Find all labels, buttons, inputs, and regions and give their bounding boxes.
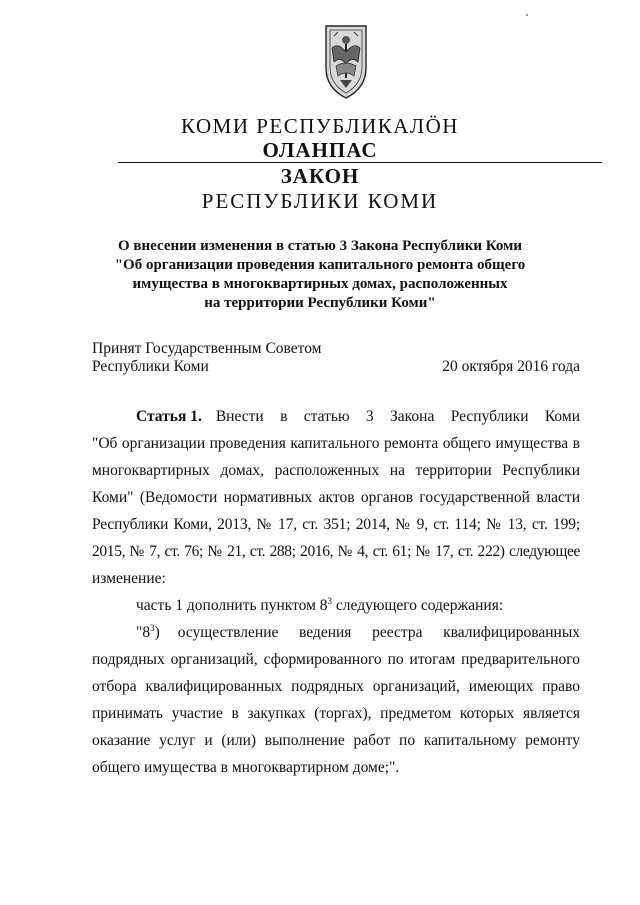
law-title-line: "Об организации проведения капитального ремонта общего [114, 257, 526, 273]
adoption-date: 20 октября 2016 года [442, 358, 580, 375]
amendment-item-line: общего имущества в многоквартирном доме;". [92, 759, 400, 776]
scan-speck [526, 14, 528, 16]
adoption-note [92, 340, 322, 376]
law-title-line: О внесении изменения в статью 3 Закона Республики Коми [118, 238, 522, 254]
article-line: Коми" (Ведомости нормативных актов органов государственной власти [92, 489, 580, 506]
amendment-intro-text: часть 1 дополнить пунктом 8 [136, 597, 328, 614]
amendment-item-line: подрядных организаций, сформированного по итогам предварительного [92, 651, 580, 668]
article-line: 2015, № 7, ст. 76; № 21, ст. 288; 2016, № 4, ст. 61; № 17, ст. 222) следующее [92, 543, 580, 560]
amendment-intro-text: следующего содержания: [332, 597, 504, 614]
header-respubliki-komi: РЕСПУБЛИКИ КОМИ [201, 189, 439, 213]
article-line: многоквартирных домах, расположенных на территории Республики [92, 462, 580, 479]
coat-of-arms-emblem [322, 22, 370, 102]
header-komi-republic-komi-lang: КОМИ РЕСПУБЛИКАЛÖН [181, 114, 459, 138]
law-title-line: на территории Республики Коми" [204, 295, 436, 311]
law-title-line: имущества в многоквартирных домах, расположенных [132, 276, 508, 292]
header-zakon: ЗАКОН [280, 164, 360, 188]
amendment-superscript: 3 [327, 595, 333, 606]
item-number: "$8^3$) [136, 622, 160, 641]
amendment-item-line: отбора квалифицированных подрядных организаций, имеющих право [92, 678, 580, 695]
article-line: изменение: [92, 570, 166, 587]
amendment-item-line: оказание услуг и (или) выполнение работ по капитальному ремонту [92, 732, 580, 749]
amendment-item-line: принимать участие в закупках (торгах), предметом которых является [92, 705, 580, 722]
article-line: "Об организации проведения капитального ремонта общего имущества в [92, 435, 580, 452]
header-olanpas: ОЛАНПАС [262, 138, 378, 162]
article-line-text: Внести в статью 3 Закона Республики Коми [215, 408, 580, 425]
article-line [92, 403, 580, 430]
header-divider [118, 162, 602, 163]
amendment-item-line [92, 619, 580, 646]
article-line: Республики Коми, 2013, № 17, ст. 351; 2014, № 9, ст. 114; № 13, ст. 199; [92, 516, 580, 533]
article-1 [92, 403, 580, 781]
adoption-line: Принят Государственным Советом [92, 340, 322, 357]
law-title [0, 237, 640, 313]
adoption-line: Республики Коми [92, 358, 209, 375]
article-label: Статья 1. [136, 408, 202, 425]
amendment-item-text: осуществление ведения реестра квалифицированных [177, 624, 580, 641]
amendment-intro [92, 592, 580, 619]
